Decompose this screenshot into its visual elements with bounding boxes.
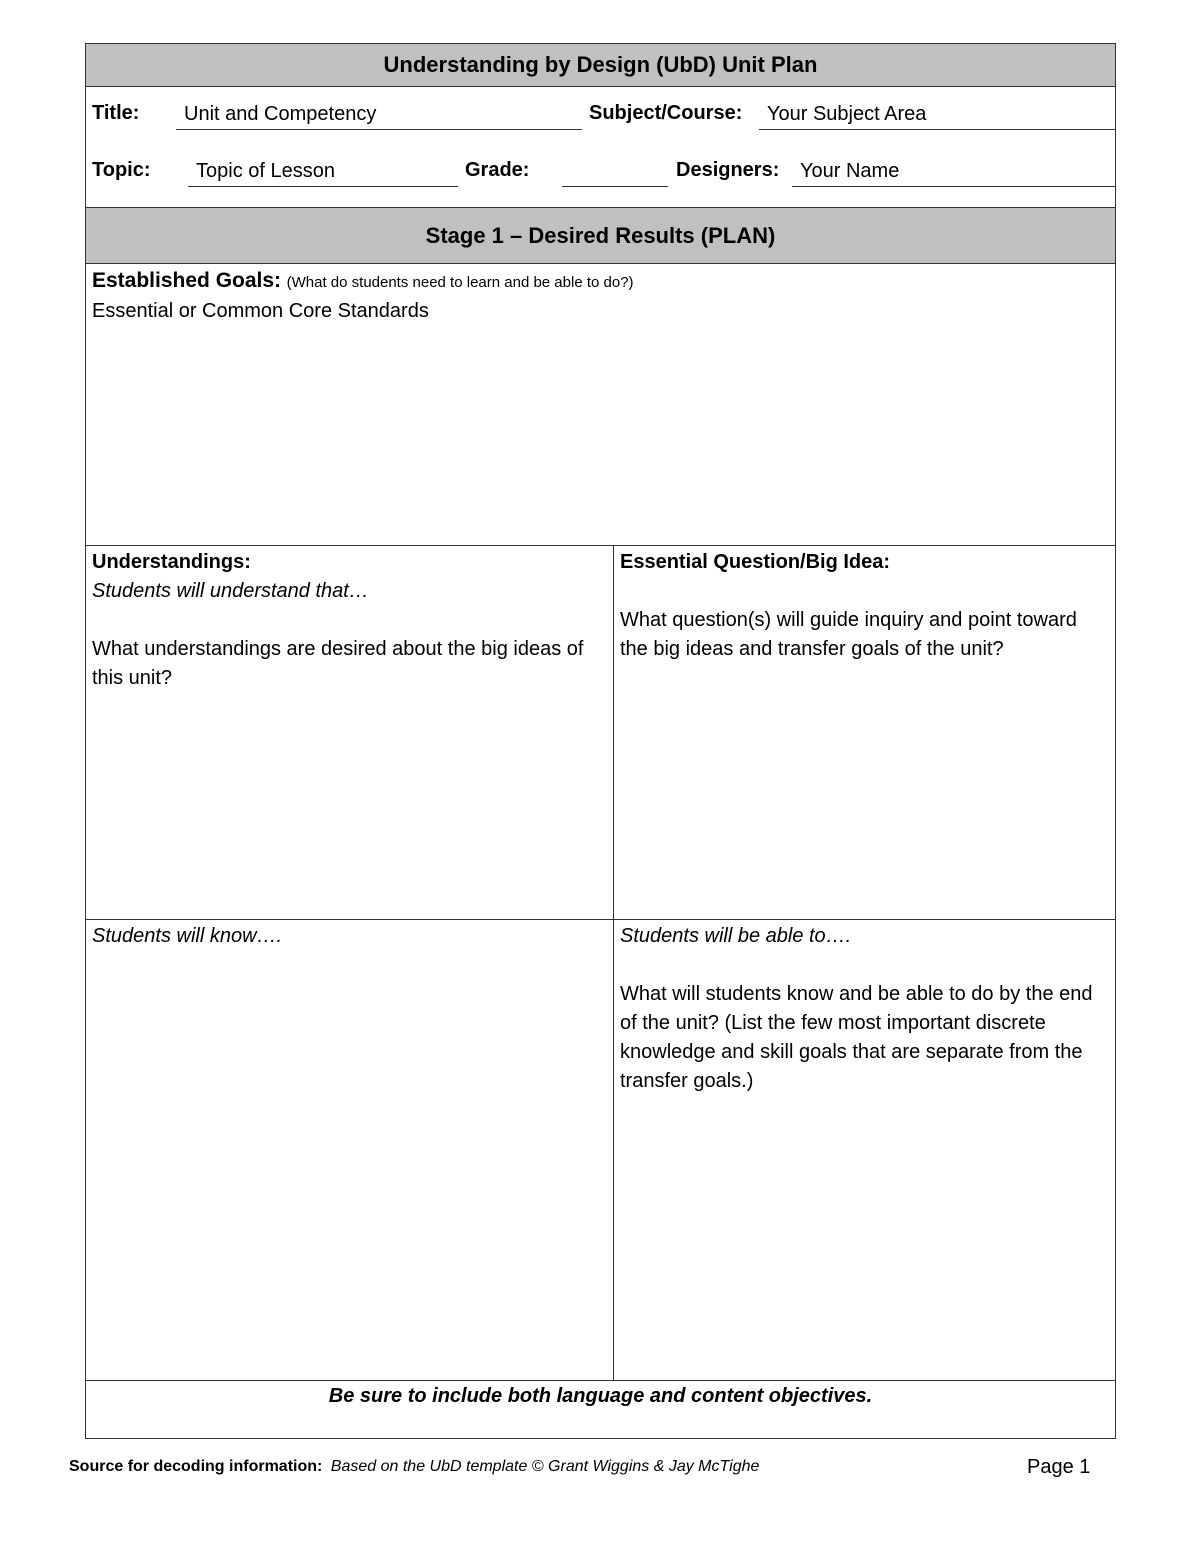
grade-field[interactable] — [562, 158, 668, 187]
goals-text: Essential or Common Core Standards — [92, 300, 429, 322]
footer-source — [69, 1458, 759, 1476]
essential-question: What question(s) will guide inquiry and point toward the big ideas and transfer goals of the unit? — [620, 609, 1077, 660]
able-prompt: Students will be able to…. — [620, 925, 852, 947]
title-label: Title: — [92, 102, 140, 124]
stage-1-heading: Stage 1 – Desired Results (PLAN) — [86, 207, 1115, 264]
essential-label: Essential Question/Big Idea: — [620, 551, 891, 573]
students-know-cell[interactable] — [92, 922, 604, 951]
form-title: Understanding by Design (UbD) Unit Plan — [86, 44, 1115, 87]
subject-label: Subject/Course: — [589, 102, 743, 124]
designers-field[interactable]: Your Name — [792, 158, 1116, 187]
able-question: What will students know and be able to do by the end of the unit? (List the few most important discrete knowledge and skill goals that are separate from the transfer goals.) — [620, 983, 1093, 1092]
column-divider — [613, 545, 614, 1380]
designers-label: Designers: — [676, 159, 780, 181]
subject-field[interactable]: Your Subject Area — [759, 101, 1116, 130]
divider — [86, 545, 1115, 546]
objectives-note: Be sure to include both language and content objectives. — [328, 1385, 873, 1407]
divider — [86, 919, 1115, 920]
grade-label: Grade: — [465, 159, 530, 181]
essential-question-cell[interactable] — [620, 548, 1110, 664]
students-able-cell[interactable] — [620, 922, 1110, 1096]
title-field[interactable]: Unit and Competency — [176, 101, 582, 130]
topic-field[interactable]: Topic of Lesson — [188, 158, 458, 187]
divider — [86, 1380, 1115, 1381]
understandings-prompt: Students will understand that… — [92, 580, 369, 602]
source-label: Source for decoding information: — [69, 1458, 323, 1475]
understandings-label: Understandings: — [92, 551, 251, 573]
know-prompt: Students will know…. — [92, 925, 283, 947]
established-goals-cell[interactable] — [92, 266, 1102, 326]
goals-hint: (What do students need to learn and be able to do?) — [286, 274, 634, 291]
topic-label: Topic: — [92, 159, 151, 181]
source-text: Based on the UbD template © Grant Wiggins & Jay McTighe — [330, 1458, 760, 1475]
understandings-cell[interactable] — [92, 548, 604, 693]
goals-label: Established Goals: — [92, 269, 282, 292]
unit-plan-form — [85, 43, 1116, 1439]
page-number: Page 1 — [1027, 1456, 1091, 1478]
understandings-question: What understandings are desired about the big ideas of this unit? — [92, 638, 584, 689]
